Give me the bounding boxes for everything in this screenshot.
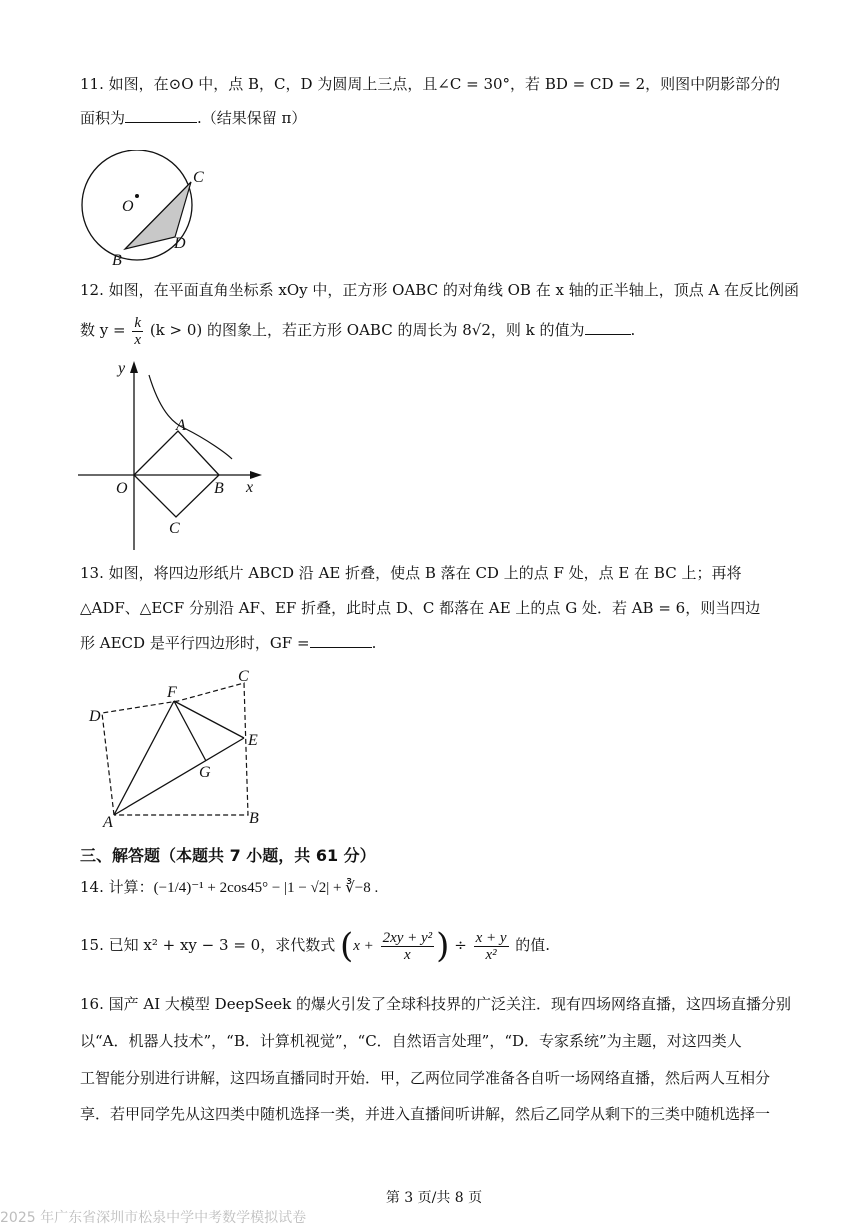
q12-frac-num: k bbox=[134, 314, 142, 331]
q15-frac-right-num: x + y bbox=[475, 929, 507, 946]
q11-label-o: O bbox=[122, 198, 134, 215]
q12-line2-cond: (k > 0) 的图象上，若正方形 OABC 的周长为 8√2，则 k 的值为 bbox=[149, 321, 585, 339]
q15-frac-left-den: x bbox=[404, 946, 411, 963]
q15-prefix: 15. 已知 x² + xy − 3 = 0，求代数式 bbox=[80, 936, 336, 954]
q11-circle-figure bbox=[78, 150, 218, 268]
q15-fraction-left bbox=[381, 930, 435, 963]
q13-label-f: F bbox=[167, 684, 177, 701]
q12-answer-blank bbox=[585, 320, 631, 335]
q12-line2-end: . bbox=[630, 321, 636, 339]
q12-label-x: x bbox=[246, 479, 254, 496]
q12-label-b: B bbox=[214, 480, 224, 497]
q11-center-dot bbox=[135, 194, 139, 198]
q13-answer-blank bbox=[310, 633, 372, 648]
q13-label-a: A bbox=[103, 814, 113, 830]
section-3-heading: 三、解答题（本题共 7 小题，共 61 分） bbox=[80, 846, 376, 865]
q12-label-y: y bbox=[118, 360, 126, 377]
q14-prefix: 14. 计算： bbox=[80, 878, 154, 896]
q11-line2 bbox=[80, 108, 306, 128]
q15-frac-right-den: x² bbox=[485, 946, 497, 963]
q15-expr-left-a: x + bbox=[353, 938, 374, 954]
q13-label-b: B bbox=[249, 810, 259, 827]
q11-line2-suffix: .（结果保留 π） bbox=[197, 109, 307, 127]
q12-label-a: A bbox=[176, 417, 186, 434]
q13-line2: △ADF、△ECF 分别沿 AF、EF 折叠，此时点 D、C 都落在 AE 上的点 G 处．若 AB = 6，则当四边 bbox=[80, 599, 761, 617]
page-footer: 第 3 页/共 8 页 bbox=[385, 1190, 483, 1206]
q11-label-c: C bbox=[193, 169, 204, 186]
q12-fraction bbox=[132, 315, 143, 348]
q13-line3 bbox=[80, 633, 376, 653]
q16-line2: 以“A．机器人技术”，“B．计算机视觉”，“C．自然语言处理”，“D．专家系统”为主题，对这四类人 bbox=[80, 1032, 742, 1050]
q11-line2-prefix: 面积为 bbox=[80, 109, 126, 127]
q13-line1: 13. 如图，将四边形纸片 ABCD 沿 AE 折叠，使点 B 落在 CD 上的点 F 处，点 E 在 BC 上；再将 bbox=[80, 564, 742, 582]
q13-line3-prefix: 形 AECD 是平行四边形时，GF = bbox=[80, 634, 310, 652]
q12-line1: 12. 如图，在平面直角坐标系 xOy 中，正方形 OABC 的对角线 OB 在 x 轴的正半轴上，顶点 A 在反比例函 bbox=[80, 281, 800, 299]
watermark-text: 2025 年广东省深圳市松泉中学中考数学模拟试卷 bbox=[0, 1210, 307, 1226]
q13-label-e: E bbox=[248, 732, 258, 749]
q12-line2 bbox=[80, 312, 635, 348]
q13-label-d: D bbox=[89, 708, 101, 725]
q15-frac-left-num: 2xy + y² bbox=[382, 929, 433, 946]
q12-line2-prefix: 数 y = bbox=[80, 321, 126, 339]
q15-line: 15. 已知 x² + xy − 3 = 0，求代数式 (x + $\frac{\text{2xy + y²}}{x}$ ) ÷ $\frac{x + y}{\text{x²}}$ 的值. bbox=[80, 926, 551, 966]
q12-label-c: C bbox=[169, 520, 180, 537]
q15-fraction-right bbox=[474, 930, 509, 963]
q12-hyperbola bbox=[149, 375, 232, 459]
q12-square bbox=[134, 431, 219, 517]
q16-line1: 16. 国产 AI 大模型 DeepSeek 的爆火引发了全球科技界的广泛关注．现有四场网络直播，这四场直播分别 bbox=[80, 995, 791, 1013]
q16-line3: 工智能分别进行讲解，这四场直播同时开始．甲，乙两位同学准备各自听一场网络直播，然后两人互相分 bbox=[80, 1069, 771, 1087]
q15-suffix: 的值. bbox=[515, 936, 551, 954]
q12-coordinate-figure bbox=[76, 355, 276, 555]
q11-line1: 11. 如图，在⊙O 中，点 B，C，D 为圆周上三点，且∠C = 30°，若 BD = CD = 2，则图中阴影部分的 bbox=[80, 75, 781, 93]
q15-div-sign: ÷ bbox=[454, 936, 467, 954]
q12-label-o: O bbox=[116, 480, 128, 497]
q11-answer-blank bbox=[125, 108, 197, 123]
q14-line bbox=[80, 877, 378, 898]
q13-label-c: C bbox=[238, 668, 249, 685]
q14-expression: (−1/4)⁻¹ + 2cos45° − |1 − √2| + ∛−8 . bbox=[153, 880, 379, 896]
q13-fold-figure bbox=[86, 665, 276, 830]
q16-line4: 享．若甲同学先从这四类中随机选择一类，并进入直播间听讲解，然后乙同学从剩下的三类中随机选择一 bbox=[80, 1105, 771, 1123]
q13-label-g: G bbox=[199, 764, 211, 781]
q13-line3-end: . bbox=[371, 634, 377, 652]
q11-label-b: B bbox=[112, 252, 122, 268]
q11-label-d: D bbox=[174, 235, 186, 252]
q12-frac-den: x bbox=[134, 331, 142, 348]
